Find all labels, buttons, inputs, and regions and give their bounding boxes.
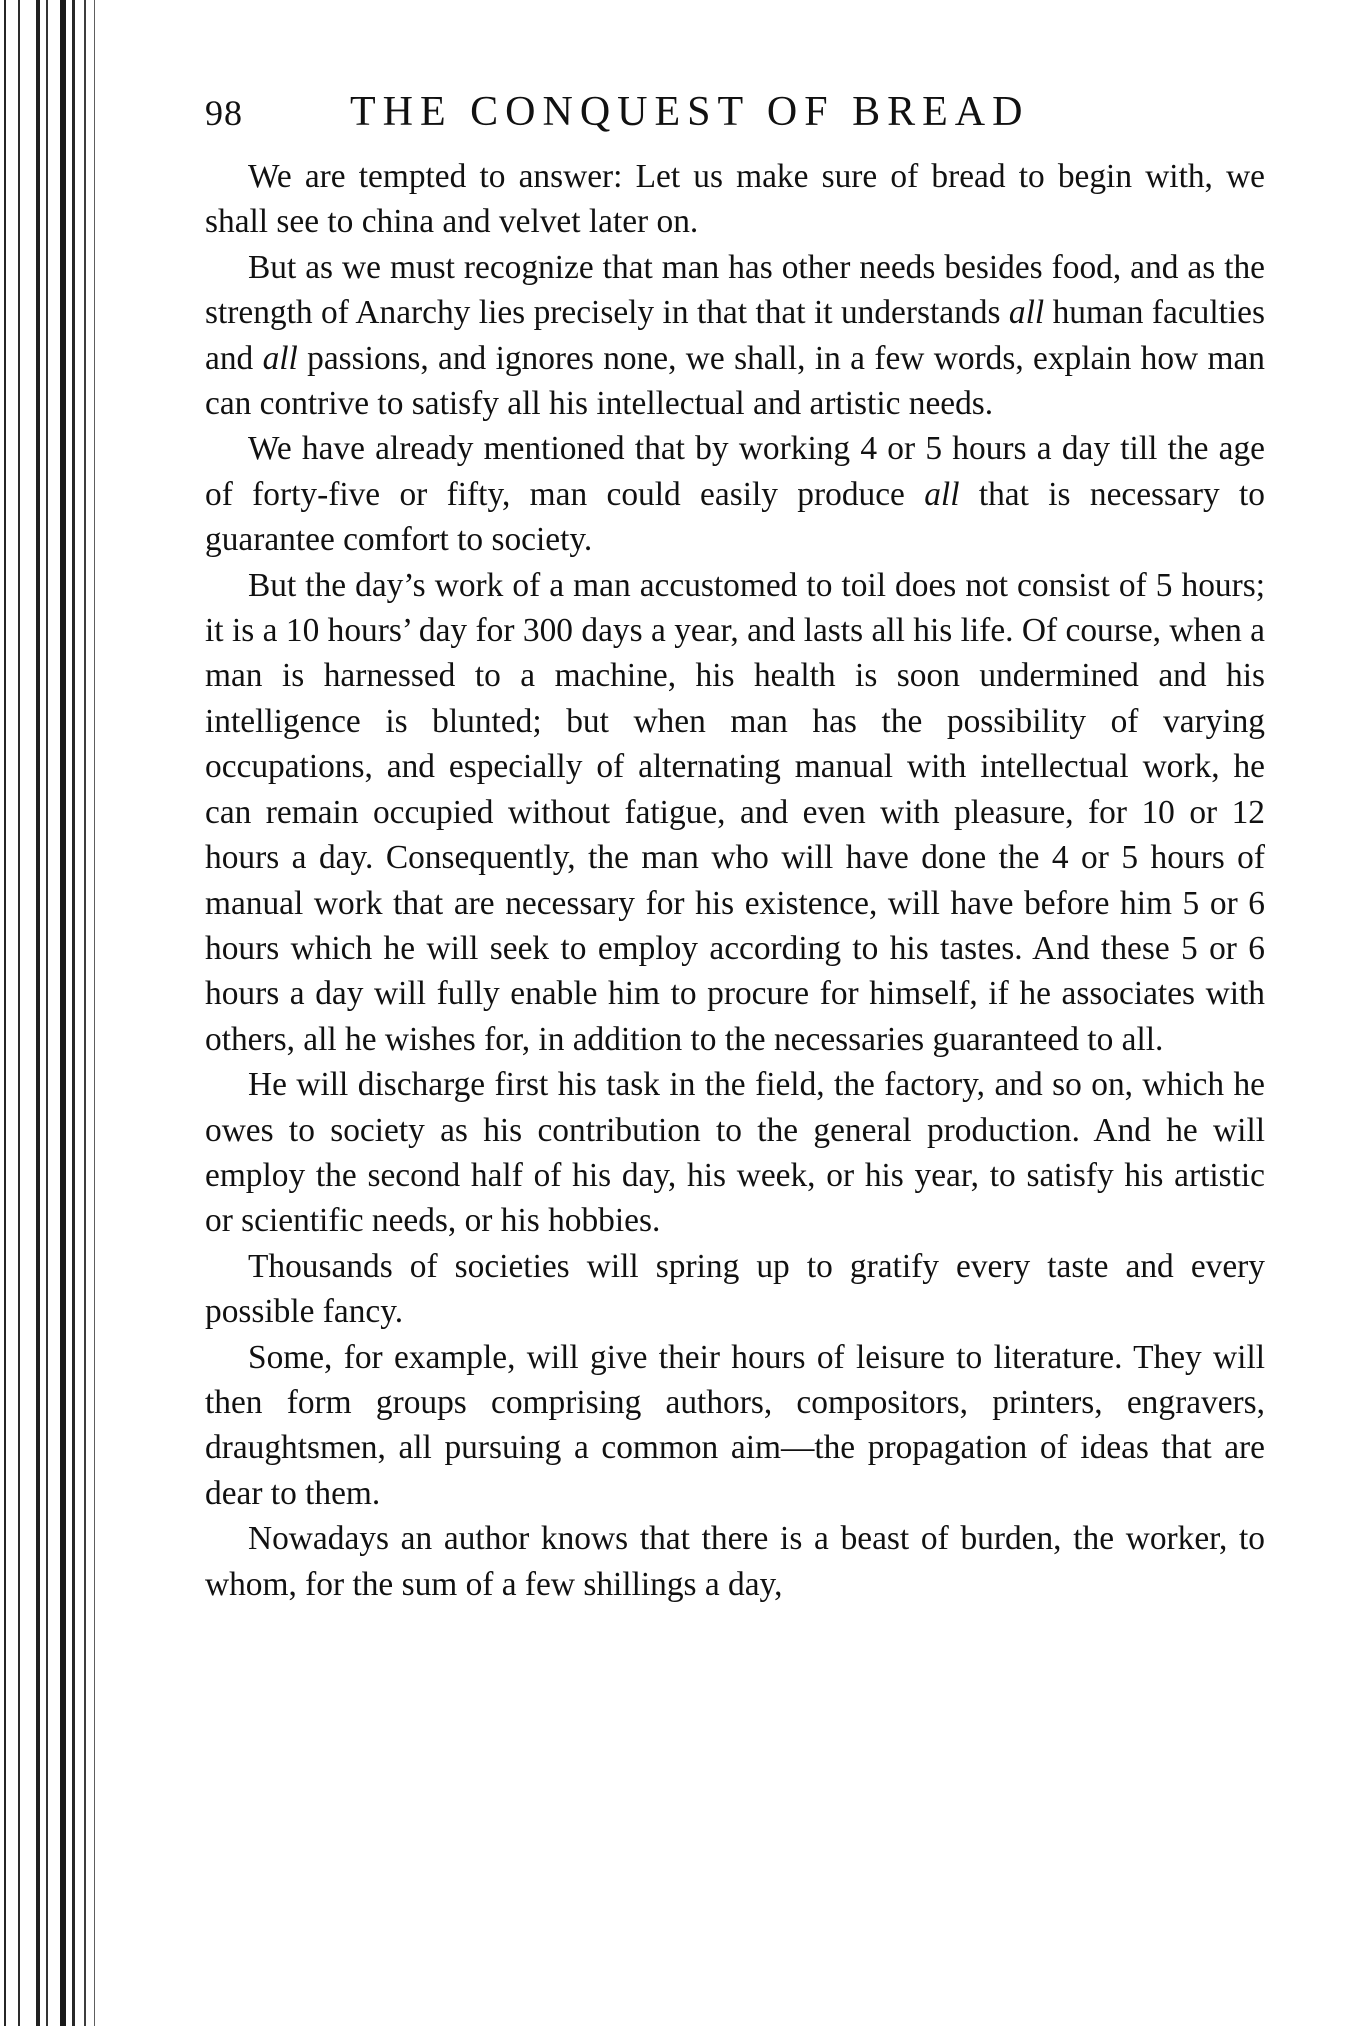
paragraph-4 [205, 563, 1265, 1062]
text-segment: human faculties and [205, 294, 1265, 377]
text-segment: But the day’s work of a man accustomed to toil does not consist of 5 hours; it is a 10 hours’ day for 300 days a year, and lasts all his life. Of course, when a man is harnessed to a machine, his health is soon undermined and his intelligence is blunted; but when man has the possibility of varying occupations, and especially of alternating manual with intellectual work, he can remain occupied without fatigue, and even with pleasure, for 10 or 12 hours a day. Consequently, the man who will have done the 4 or 5 hours of manual work that are necessary for his existence, will have before him 5 or 6 hours which he will seek to employ according to his tastes. And these 5 or 6 hours a day will fully enable him to procure for himself, if he associates with others, all he wishes for, in addition to the necessaries guaranteed to all. [205, 566, 1265, 1058]
text-segment: Nowadays an author knows that there is a beast of burden, the worker, to whom, for the sum of a few shillings a day, [205, 1520, 1265, 1603]
text-segment: that is necessary to guarantee comfort to society. [205, 475, 1265, 559]
paragraph-6 [205, 1244, 1265, 1335]
text-segment: Some, for example, will give their hours of leisure to literature. They will then form groups comprising authors, compositors, printers, engravers, draughtsmen, all pursuing a common aim—the propagation of ideas that are dear to them. [205, 1338, 1265, 1512]
book-title: THE CONQUEST OF BREAD [350, 89, 1030, 135]
text-segment: passions, and ignores none, we shall, in a few words, explain how man can contrive to satisfy all his intellectual and artistic needs. [205, 339, 1265, 423]
paragraph-3 [205, 426, 1265, 562]
text-segment: But as we must recognize that man has other needs besides food, and as the strength of Anarchy lies precisely in that that it understands [205, 248, 1265, 332]
italic-emphasis: all [262, 339, 298, 377]
book-page [205, 88, 1265, 1607]
page-number: 98 [205, 93, 243, 133]
italic-emphasis: all [924, 475, 960, 513]
text-segment: He will discharge first his task in the field, the factory, and so on, which he owes to society as his contribution to the general production. And he will employ the second half of his day, his week, or his year, to satisfy his artistic or scientific needs, or his hobbies. [205, 1066, 1265, 1240]
paragraph-5 [205, 1062, 1265, 1244]
paragraph-2 [205, 245, 1265, 427]
text-segment: We are tempted to answer: Let us make sure of bread to begin with, we shall see to china and velvet later on. [205, 158, 1265, 241]
book-binding-gutter [0, 0, 105, 2026]
running-head [205, 88, 1265, 152]
body-text [205, 154, 1265, 1607]
italic-emphasis: all [1008, 294, 1045, 332]
text-segment: We have already mentioned that by working 4 or 5 hours a day till the age of forty-five or fifty, man could easily produce [205, 430, 1265, 513]
paragraph-8 [205, 1516, 1265, 1607]
text-segment: Thousands of societies will spring up to gratify every taste and every possible fancy. [205, 1247, 1265, 1331]
paragraph-1 [205, 154, 1265, 245]
paragraph-7 [205, 1335, 1265, 1517]
